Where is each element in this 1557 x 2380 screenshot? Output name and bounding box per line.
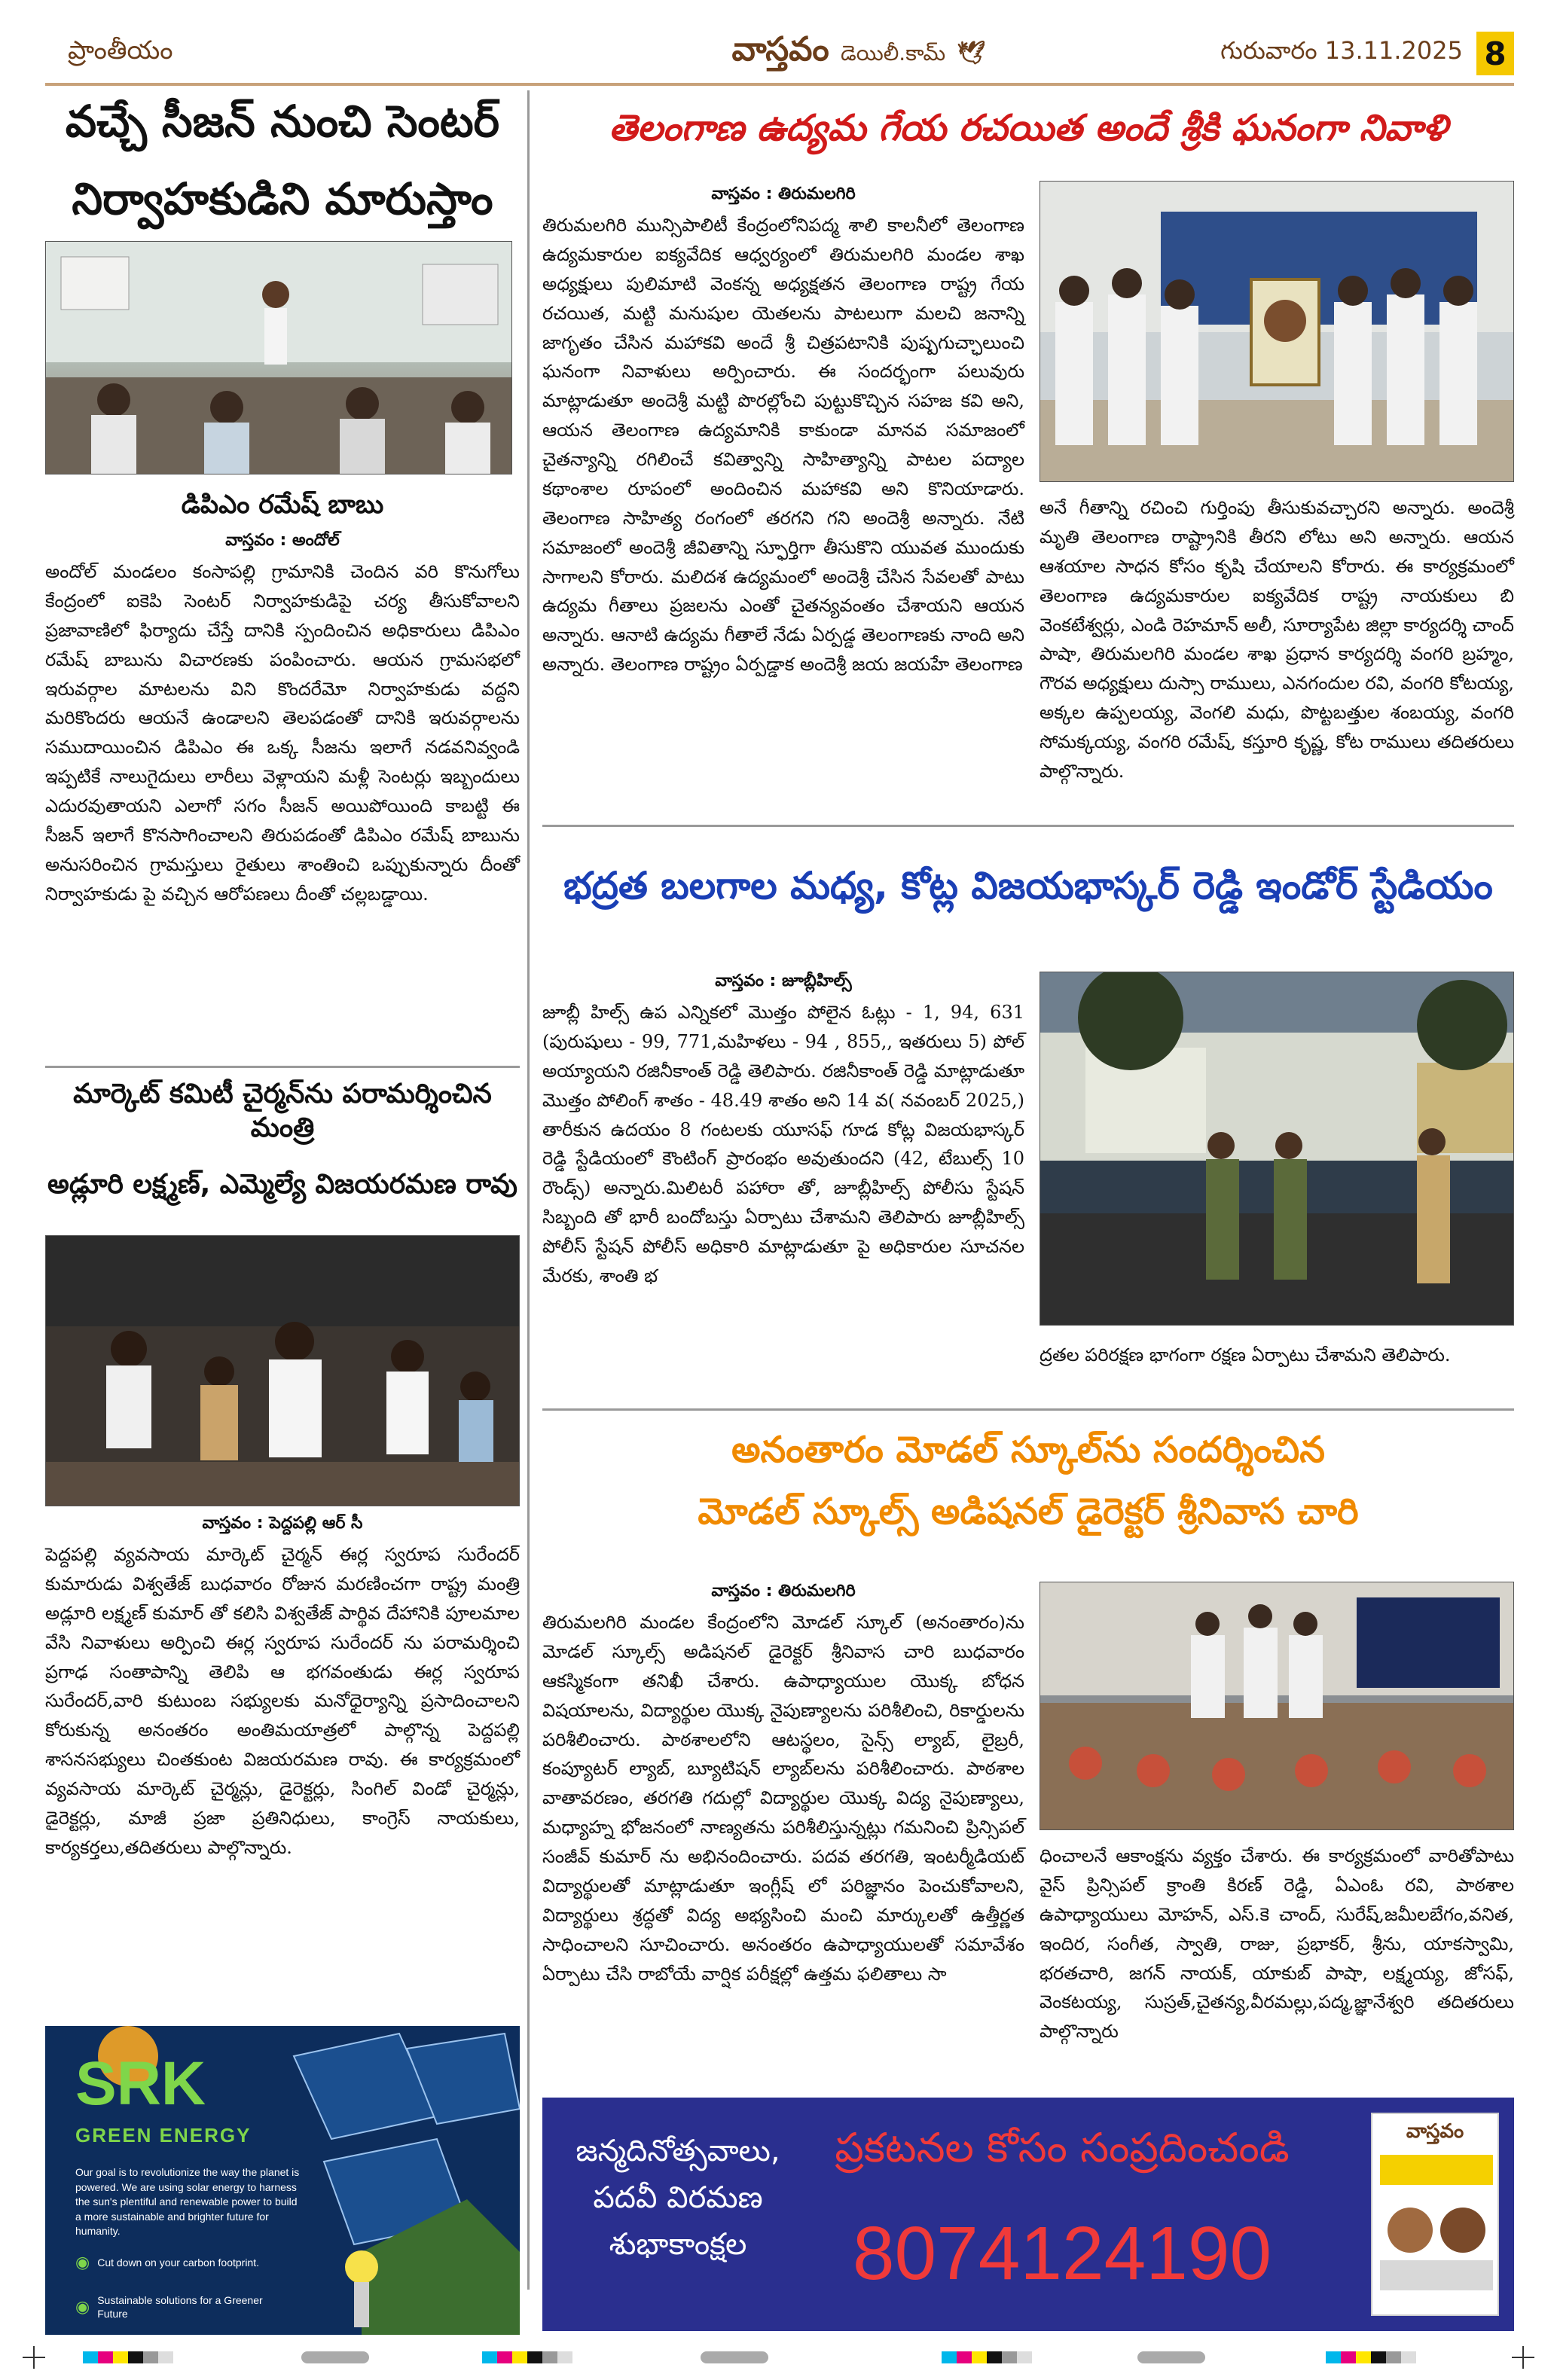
dateline: వాస్తవం : పెద్దపల్లి ఆర్ సీ	[202, 1514, 363, 1533]
article-body: పెద్దపల్లి వ్యవసాయ మార్కెట్ చైర్మన్ ఈర్ల స్వరూప సురేందర్ కుమారుడు విశ్వతేజ్ బుధవారం రోజున మరణించగా రాష్ట్ర మంత్రి అడ్లూరి లక్ష్మణ్ కుమార్ తో కలిసి విశ్వతేజ్ పార్థివ దేహానికి పూలమాల వేసి నివాళులు అర్పించి ఈర్ల స్వరూప సురేందర్ ను పరామర్శించి ప్రగాఢ సంతాపాన్ని తెలిపి ఆ భగవంతుడు ఈర్ల స్వరూప సురేందర్,వారి కుటుంబ సభ్యులకు మనోధైర్యాన్ని ప్రసాదించాలని కోరుకున్న అనంతరం అంతిమయాత్రలో పాల్గొన్న పెద్దపల్లి శాసనసభ్యులు చింతకుంట విజయరమణ రావు. ఈ కార్యక్రమంలో వ్యవసాయ మార్కెట్ చైర్మన్లు, డైరెక్టర్లు, సింగిల్ విండో చైర్మన్లు, డైరెక్టర్లు, మాజీ ప్రజా ప్రతినిధులు, కాంగ్రెస్ నాయకులు, కార్యకర్తలు,తదితరులు పాల్గొన్నారు.	[45, 1544, 520, 1858]
left-article-2-headline	[45, 1077, 520, 1201]
article-divider	[45, 1066, 520, 1068]
headline-line: మోడల్ స్కూల్స్ అడిషనల్ డైరెక్టర్ శ్రీనివాస చారి	[698, 1491, 1359, 1533]
article-body: అందోల్ మండలం కంసాపల్లి గ్రామానికి చెందిన వరి కొనుగోలు కేంద్రంలో ఐకెపి సెంటర్ నిర్వాహకుడిపై చర్య తీసుకోవాలని ప్రజావాణిలో ఫిర్యాదు చేస్తే దానికి స్పందించిన అధికారులు డిపిఎం రమేష్ బాబును విచారణకు పంపించారు. ఆయన గ్రామసభలో ఇరువర్గాల మాటలను విని కొందరేమో నిర్వాహకుడు వద్దని మరికొందరు ఆయనే ఉండాలని తెలపడంతో దానికి ఇరువర్గాలను సముదాయించిన డిపిఎం ఈ ఒక్క సీజను ఇలాగే నడవనివ్వండి ఇప్పటికే నాలుగైదులు లారీలు వెళ్లాయని మళ్లీ సెంటర్లు ఇబ్బందులు ఎదురవుతాయని ఎలాగో సగం సీజన్ అయిపోయింది కాబట్టి ఈ సీజన్ ఇలాగే కొనసాగించాలని తిరుపడంతో డిపిఎం రమేష్ బాబును అనుసరించిన గ్రామస్తులు రైతులు శాంతించి ఒప్పుకున్నారు దీంతో నిర్వాహకుడు పై వచ్చిన ఆరోపణలు దీంతో చల్లబడ్డాయి.	[45, 561, 520, 905]
srk-bullet-1	[75, 2252, 286, 2274]
leaf-icon: ◉	[75, 2296, 90, 2316]
srk-description: Our goal is to revolutionize the way the planet is powered. We are using solar energy to harness the sun's plentiful and renewable power to build a more sustainable and brighter future for humanity.	[75, 2166, 300, 2238]
advertise-contact-ad	[542, 2098, 1514, 2331]
page-number: 8	[1476, 32, 1514, 75]
ad-line: జన్మదినోత్సవాలు,	[575, 2134, 780, 2168]
article-body-col1: తిరుమలగిరి మున్సిపాలిటీ కేంద్రంలోనిపద్మ శాలి కాలనీలో తెలంగాణ ఉద్యమకారుల ఐక్యవేదిక ఆధ్వర్యంలో తిరుమలగిరి మండల శాఖ అధ్యక్షులు పులిమాటి వెంకన్న అధ్యక్షతన తెలంగాణ రాష్ట్ర గేయ రచయిత, మట్టి మనుషుల యెతలను పాటలుగా మలచి జనాన్ని జాగృతం చేసిన మహాకవి అందే శ్రీ చిత్రపటానికి పుష్పగుచ్ఛాలుంచి ఘనంగా నివాళులు అర్పించారు. ఈ సందర్భంగా పలువురు మాట్లాడుతూ అందెశ్రీ మట్టి పొరల్లోంచి పుట్టుకొచ్చిన సహజ కవి అని, ఆయన తెలంగాణ ఉద్యమానికి కాకుండా మానవ సమాజంలో చైతన్యాన్ని రగిలించే కవిత్వాన్ని సాహిత్యాన్ని పాటల పద్యాల కథాంశాల రూపంలో అందించిన మహాకవి అని కొనియాడారు. తెలంగాణ సాహిత్య రంగంలో తరగని గని అందెశ్రీ అన్నారు. నేటి సమాజంలో అందెశ్రీ జీవితాన్ని స్ఫూర్తిగా తీసుకొని యువత ముందుకు సాగాలని కోరారు. మలిదశ ఉద్యమంలో అందెశ్రీ చేసిన సేవలతో పాటు ఉద్యమ గీతాలు ప్రజలను ఎంతో చైతన్యవంతం చేశాయని ఆయన అన్నారు. ఆనాటి ఉద్యమ గీతాలే నేడు ఏర్పడ్డ తెలంగాణకు నాంది అని అన్నారు. తెలంగాణ రాష్ట్రం ఏర్పడ్డాక అందెశ్రీ జయ జయహే తెలంగాణ	[542, 215, 1024, 676]
dateline: వాస్తవం : తిరుమలగిరి	[711, 1582, 856, 1600]
headline-line: అనంతారం మోడల్ స్కూల్‌ను సందర్శించిన	[731, 1429, 1325, 1471]
article-body-col2: అనే గీతాన్ని రచించి గుర్తింపు తీసుకువచ్చారని అన్నారు. అందెశ్రీ మృతి తెలంగాణ రాష్ట్రానికి తీరని లోటు అని అన్నారు. ఆయన ఆశయాల సాధన కోసం కృషి చేయాలని కోరారు. ఈ కార్యక్రమంలో తెలంగాణ ఉద్యమకారుల ఐక్యవేదిక రాష్ట్ర నాయకులు బి వెంకటేశ్వర్లు, ఎండి రెహమాన్ అలీ, సూర్యాపేట జిల్లా కార్యదర్శి చాంద్ పాషా, తిరుమలగిరి మండల శాఖ ప్రధాన కార్యదర్శి వంగరి బ్రహ్మం, గౌరవ అధ్యక్షులు దుస్సా రాములు, ఎనగందుల రవి, వంగరి కోటయ్య, అక్కల ఉప్పలయ్య, వెంగలి మధు, పొట్టబత్తుల శంబయ్య, వంగరి సోమక్కయ్య, వంగరి రమేష్, కస్తూరి కృష్ణ, కోట రాములు తదితరులు పాల్గొన్నారు.	[1040, 497, 1514, 782]
brand-suffix: డెయిలీ.కామ్	[841, 41, 946, 66]
meeting-photo-art	[46, 242, 512, 474]
meeting-photo	[45, 241, 512, 474]
column-divider	[527, 90, 530, 2290]
tribute-photo-art	[1040, 182, 1514, 482]
photo-caption: డిపిఎం రమేష్ బాబు	[181, 490, 384, 520]
article-body-col1: తిరుమలగిరి మండల కేంద్రంలోని మోడల్ స్కూల్ (అనంతారం)ను మోడల్ స్కూల్స్ అడిషనల్ డైరెక్టర్ శ్రీనివాస చారి బుధవారం ఆకస్మికంగా తనిఖీ చేశారు. ఉపాధ్యాయుల యొక్క బోధన విషయాలను, విద్యార్థుల యొక్క నైపుణ్యాలను పరిశీలించి, రికార్డులను పరిశీలించారు. పాఠశాలలోని ఆటస్థలం, సైన్స్ ల్యాబ్, లైబ్రరీ, కంప్యూటర్ ల్యాబ్, బ్యూటిషన్ ల్యాబ్‌లను పరిశీలించారు. పాఠశాల వాతావరణం, తరగతి గదుల్లో విద్యార్థుల యొక్క విద్య నైపుణ్యాలు, మధ్యాహ్న భోజనంలో నాణ్యతను పరిశీలిస్తున్నట్లు గమనించి ప్రిన్సిపల్ సంజీవ్ కుమార్ ను అభినందించారు. పదవ తరగతి, ఇంటర్మీడియట్ విద్యార్థులతో మాట్లాడుతూ ఇంగ్లీష్ లో పరిజ్ఞానం పెంచుకోవాలని, విద్యార్థులు శ్రద్ధతో విద్య అభ్యసించి మంచి మార్కులతో ఉత్తీర్ణత సాధించాలని సూచించారు. అనంతరం ఉపాధ్యాయులతో సమావేశం ఏర్పాటు చేసి రాబోయే వార్షిక పరీక్షల్లో ఉత్తమ ఫలితాలు సా	[542, 1612, 1024, 1985]
registration-marks	[0, 2335, 1557, 2380]
leaf-icon: ◉	[75, 2253, 90, 2272]
dateline: వాస్తవం : జూబ్లీహిల్స్	[715, 972, 852, 990]
article-divider	[542, 825, 1514, 827]
srk-logo: SRK	[75, 2049, 206, 2118]
headline-line: అడ్లూరి లక్ష్మణ్, ఎమ్మెల్యే విజయరమణ రావు	[47, 1169, 517, 1200]
header-rule	[45, 83, 1514, 86]
stadium-security-photo-art	[1040, 972, 1514, 1326]
school-visit-photo-art	[1040, 1582, 1514, 1830]
masthead	[527, 30, 1190, 77]
ad-occasions	[572, 2128, 783, 2268]
newspaper-thumbnail	[1371, 2113, 1499, 2316]
thumbnail-art	[1372, 2147, 1501, 2298]
ad-headline: ప్రకటనల కోసం సంప్రదించండి	[835, 2124, 1290, 2171]
headline-line: నిర్వాహకుడిని మారుస్తాం	[72, 172, 493, 224]
bullet-text: Cut down on your carbon footprint.	[97, 2256, 259, 2269]
headline-line: మార్కెట్ కమిటీ చైర్మన్‌ను పరామర్శించిన మంత్రి	[73, 1079, 492, 1143]
article-body-col1: జూబ్లీ హిల్స్ ఉప ఎన్నికలో మొత్తం పోలైన ఓట్లు - 1, 94, 631 (పురుషులు - 99, 771,మహిళలు - 94 , 855,, ఇతరులు 5) పోల్ అయ్యాయని రజినీకాంత్ రెడ్డి తెలిపారు. రజినీకాంత్ రెడ్డి మాట్లాడుతూ మొత్తం పోలింగ్ శాతం - 48.49 శాతం అని 14 వ( నవంబర్ 2025,) తారీకున ఉదయం 8 గంటలకు యూసఫ్ గూడ కోట్ల విజయభాస్కర్ రెడ్డి స్టేడియంలో కౌంటింగ్ ప్రారంభం అవుతుందని (42, టేబుల్స్ 10 రౌండ్స్) అన్నారు.మిలిటరీ పహారా తో, జూబ్లీహిల్స్ పోలీసు స్టేషన్ సిబ్బంది తో భారీ బందోబస్తు ఏర్పాటు చేశామని తెలిపారు జూబ్లీహిల్స్ పోలీస్ స్టేషన్ పోలీస్ అధికారి మాట్లాడుతూ పై అధికారుల సూచనల మేరకు, శాంతి భ	[542, 1002, 1024, 1286]
issue-date: గురువారం 13.11.2025	[1220, 36, 1463, 65]
brand-name: వాస్తవం	[731, 30, 829, 69]
bullet-text: Sustainable solutions for a Greener Future	[97, 2294, 263, 2320]
bird-icon: 🕊	[957, 40, 986, 66]
srk-bullet-2	[75, 2293, 286, 2320]
school-visit-photo	[1040, 1582, 1514, 1830]
right-article-1-headline: తెలంగాణ ఉద్యమ గేయ రచయిత అందే శ్రీకి ఘనంగా నివాళి	[609, 107, 1448, 149]
dateline: వాస్తవం : తిరుమలగిరి	[711, 185, 856, 203]
tribute-photo	[1040, 181, 1514, 482]
dateline: వాస్తవం : అందోల్	[225, 531, 340, 550]
thumb-brand: వాస్తవం	[1406, 2120, 1464, 2143]
page-header	[45, 27, 1514, 80]
right-article-2-headline: భద్రత బలగాల మధ్య, కోట్ల విజయభాస్కర్ రెడ్డి ఇండోర్ స్టేడియం	[563, 864, 1493, 908]
article-divider	[542, 1408, 1514, 1411]
print-registration-strip	[0, 2335, 1557, 2380]
headline-line: వచ్చే సీజన్ నుంచి సెంటర్	[65, 96, 500, 147]
article-body-col2: ధించాలనే ఆకాంక్షను వ్యక్తం చేశారు. ఈ కార్యక్రమంలో వారితోపాటు వైస్ ప్రిన్సిపల్ క్రాంతి కిరణ్ రెడ్డి, ఏఎంఓ రవి, పాఠశాల ఉపాధ్యాయులు మోహన్, ఎస్.కె చాంద్, సురేష్,జమీలబేగం,వనిత, ఇందిర, సంగీత, స్వాతి, రాజు, ప్రభాకర్, శ్రీను, యాకస్వామి, భరతచారి, జగన్ నాయక్, యాకుబ్ పాషా, లక్ష్మయ్య, జోసఫ్, వెంకటయ్య, సుస్రత్,చైతన్య,వీరమల్లు,పద్మ,జ్ఞానేశ్వరి తదితరులు పాల్గొన్నారు	[1040, 1845, 1514, 2043]
right-article-3-headline	[542, 1427, 1514, 1534]
stadium-security-photo	[1040, 972, 1514, 1326]
left-article-1-headline	[45, 94, 520, 226]
article-body-col2: ద్రతల పరిరక్షణ భాగంగా రక్షణ ఏర్పాటు చేశామని తెలిపారు.	[1040, 1344, 1451, 1365]
ad-line: శుభాకాంక్షల	[609, 2227, 747, 2262]
srk-tagline: GREEN ENERGY	[75, 2124, 252, 2147]
ad-line: పదవీ విరమణ	[593, 2180, 763, 2215]
section-label: ప్రాంతీయం	[68, 35, 173, 66]
ad-phone-number: 8074124190	[852, 2211, 1272, 2296]
condolence-photo-art	[46, 1236, 520, 1506]
condolence-photo	[45, 1235, 520, 1506]
srk-green-energy-ad	[45, 2026, 520, 2335]
